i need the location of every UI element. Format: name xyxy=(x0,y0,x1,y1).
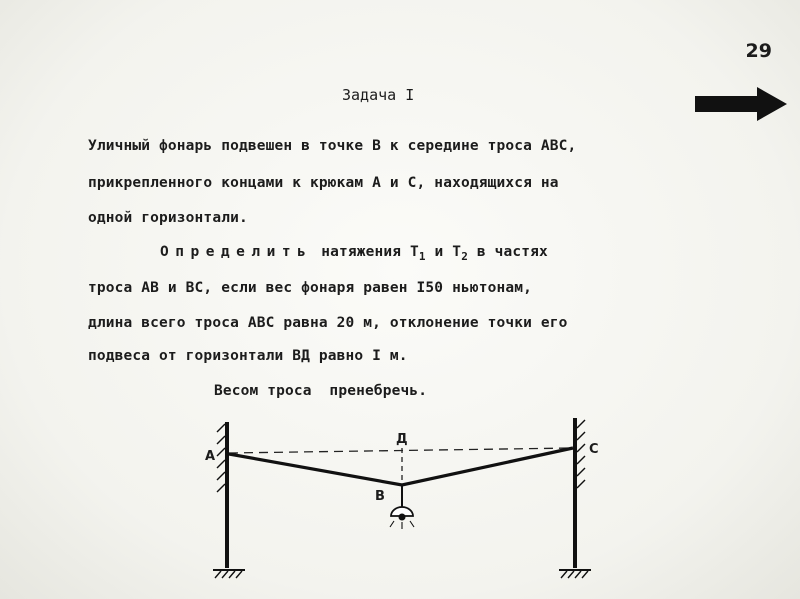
problem-line-4 xyxy=(160,244,548,263)
in-parts-text: в частях xyxy=(467,244,548,260)
label-d: Д xyxy=(396,432,408,447)
page-number: 29 xyxy=(745,40,772,62)
problem-line-6: длина всего троса АВС равна 20 м, отклонение точки его xyxy=(88,315,568,331)
right-arrow-icon[interactable] xyxy=(693,84,789,124)
cable-diagram xyxy=(195,410,615,595)
label-a: А xyxy=(205,449,216,464)
problem-line-8: Весом троса пренебречь. xyxy=(214,383,428,399)
problem-line-2: прикрепленного концами к крюкам А и С, находящихся на xyxy=(88,175,559,191)
determine-word: Определить xyxy=(160,244,313,260)
right-post xyxy=(559,418,591,578)
problem-line-3: одной горизонтали. xyxy=(88,210,248,226)
problem-line-1: Уличный фонарь подвешен в точке В к середине троса АВС, xyxy=(88,138,577,154)
horizontal-line-ac xyxy=(229,448,573,453)
tension-text: натяжения Т xyxy=(312,244,419,260)
problem-line-5: троса АВ и ВС, если вес фонаря равен I50 ньютонам, xyxy=(88,280,532,296)
t2-subscript: 2 xyxy=(461,249,468,263)
left-post xyxy=(213,422,245,578)
and-text: и Т xyxy=(425,244,462,260)
task-title: Задача I xyxy=(342,86,415,104)
label-c: С xyxy=(589,442,599,457)
lamp-icon xyxy=(390,485,414,529)
t1-subscript: 1 xyxy=(418,249,426,263)
cable-abc xyxy=(229,448,573,485)
problem-line-7: подвеса от горизонтали ВД равно I м. xyxy=(88,348,408,364)
label-b: В xyxy=(375,489,385,504)
